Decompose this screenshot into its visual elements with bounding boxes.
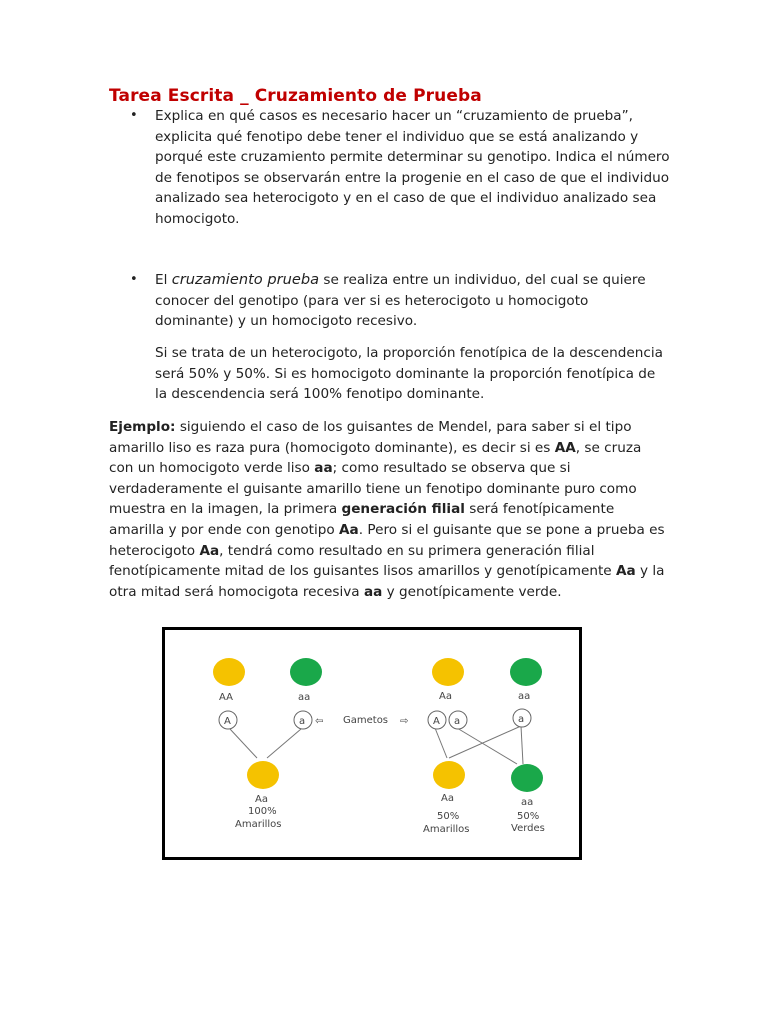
bullet-icon: • [130, 272, 138, 287]
cross-line [449, 726, 521, 758]
page-title: Tarea Escrita _ Cruzamiento de Prueba [109, 86, 482, 106]
yellow-pea-icon [247, 761, 279, 789]
bullet-text: Explica en qué casos es necesario hacer un “cruzamiento de prueba”, explicita qué fenotipo debe tener el individuo que se está analizando y porqué este cruzamiento permite determinar su genotipo. Indica el número de fenotipos se observarán entre la progenie en el caso de que el individuo analizado sea heterocigoto y en el caso de que el individuo analizado sea homocigoto. [155, 108, 670, 227]
cross-line [457, 728, 517, 764]
gametos-label: Gametos [343, 715, 389, 726]
genotype-label: AA [219, 692, 233, 703]
cross-line [267, 729, 301, 758]
cross-line [435, 728, 447, 758]
genotype-label: aa [521, 797, 534, 808]
test-cross-diagram [162, 627, 582, 860]
gamete-label: a [299, 716, 306, 727]
phenotype-label: Verdes [511, 823, 545, 834]
bullet-definition [130, 270, 670, 332]
percentage-label: 50% [517, 811, 540, 822]
bullet-text: El cruzamiento prueba se realiza entre un individuo, del cual se quiere conocer del genotipo (para ver si es heterocigoto u homocigoto dominante) y un homocigoto recesivo. [155, 271, 646, 330]
genotype-label: aa [298, 692, 311, 703]
percentage-label: 50% [437, 811, 460, 822]
green-pea-icon [511, 764, 543, 792]
gamete-label: a [518, 714, 525, 725]
yellow-pea-icon [432, 658, 464, 686]
gamete-label: a [454, 716, 461, 727]
green-pea-icon [290, 658, 322, 686]
gamete-label: A [433, 716, 440, 727]
genotype-label: aa [518, 691, 531, 702]
yellow-pea-icon [433, 761, 465, 789]
arrow-left-icon: ⇦ [315, 716, 324, 727]
gamete-label: A [224, 716, 231, 727]
green-pea-icon [510, 658, 542, 686]
example-label: Ejemplo: [109, 419, 176, 435]
cross-line [521, 726, 523, 764]
generacion-filial: generación filial [341, 501, 465, 518]
genotype-label: Aa [255, 794, 268, 805]
term-highlight: cruzamiento prueba [171, 271, 320, 288]
bullet-icon: • [130, 108, 138, 123]
genotype-label: Aa [441, 793, 454, 804]
bullet-question [130, 106, 670, 230]
proportion-paragraph: Si se trata de un heterocigoto, la proporción fenotípica de la descendencia será 50% y 50%. Si es homocigoto dominante la proporción fenotípica de la descendencia será 100% fenotipo dominante. [155, 345, 663, 403]
phenotype-label: Amarillos [423, 824, 470, 835]
diagram-canvas [165, 630, 579, 857]
yellow-pea-icon [213, 658, 245, 686]
phenotype-label: Amarillos [235, 819, 282, 830]
percentage-label: 100% [248, 806, 277, 817]
example-paragraph: Ejemplo: siguiendo el caso de los guisantes de Mendel, para saber si el tipo amarillo liso es raza pura (homocigoto dominante), es decir si es AA, se cruza con un homocigoto verde liso aa; como resultado se observa que si verdaderamente el guisante amarillo tiene un fenotipo dominante puro como muestra en la imagen, la primera generación filial será fenotípicamente amarilla y por ende con genotipo Aa. Pero si el guisante que se pone a prueba es heterocigoto Aa, tendrá como resultado en su primera generación filial fenotípicamente mitad de los guisantes lisos amarillos y genotípicamente Aa y la otra mitad será homocigota recesiva aa y genotípicamente verde. [109, 419, 665, 600]
arrow-right-icon: ⇨ [400, 716, 409, 727]
cross-line [230, 729, 257, 758]
genotype-label: Aa [439, 691, 452, 702]
